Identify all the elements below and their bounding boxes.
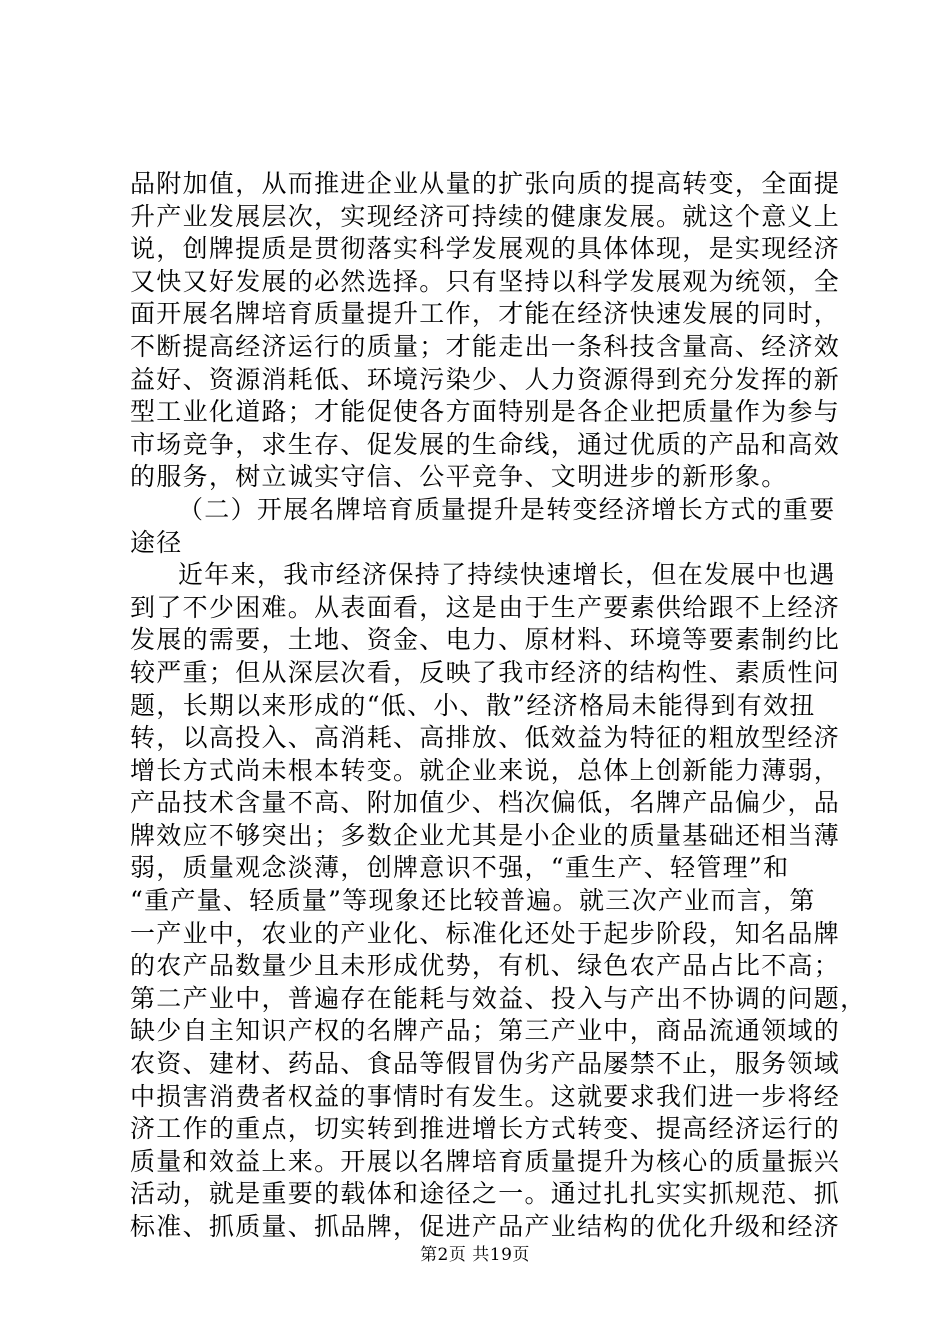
- text-line: 一产业中，农业的产业化、标准化还处于起步阶段，知名品牌: [130, 918, 841, 948]
- text-line: 中损害消费者权益的事情时有发生。这就要求我们进一步将经: [130, 1081, 841, 1111]
- text-line: 不断提高经济运行的质量；才能走出一条科技含量高、经济效: [130, 331, 841, 361]
- text-line: 面开展名牌培育质量提升工作，才能在经济快速发展的同时，: [130, 299, 841, 329]
- text-line: 较严重；但从深层次看，反映了我市经济的结构性、素质性问: [130, 657, 841, 687]
- body-text: [130, 168, 867, 1244]
- text-line: 益好、资源消耗低、环境污染少、人力资源得到充分发挥的新: [130, 364, 841, 394]
- text-line: 增长方式尚未根本转变。就企业来说，总体上创新能力薄弱，: [130, 755, 841, 785]
- text-line: 升产业发展层次，实现经济可持续的健康发展。就这个意义上: [130, 201, 841, 231]
- text-line: 农资、建材、药品、食品等假冒伪劣产品屡禁不止，服务领域: [130, 1049, 841, 1079]
- text-line: 缺少自主知识产权的名牌产品；第三产业中，商品流通领域的: [130, 1016, 841, 1046]
- text-line: 品附加值，从而推进企业从量的扩张向质的提高转变，全面提: [130, 169, 841, 198]
- text-line: 济工作的重点，切实转到推进增长方式转变、提高经济运行的: [130, 1114, 841, 1144]
- text-line: （二）开展名牌培育质量提升是转变经济增长方式的重要: [178, 494, 836, 524]
- text-line: 型工业化道路；才能促使各方面特别是各企业把质量作为参与: [130, 397, 841, 427]
- text-line: 途径: [130, 527, 183, 557]
- text-line: 转，以高投入、高消耗、高排放、低效益为特征的粗放型经济: [130, 723, 841, 753]
- text-line: 标准、抓质量、抓品牌，促进产品产业结构的优化升级和经济: [130, 1212, 841, 1241]
- text-line: 近年来，我市经济保持了持续快速增长，但在发展中也遇: [178, 560, 836, 590]
- text-line: 活动，就是重要的载体和途径之一。通过扎扎实实抓规范、抓: [130, 1179, 841, 1209]
- text-line: 到了不少困难。从表面看，这是由于生产要素供给跟不上经济: [130, 592, 841, 622]
- text-line: 弱，质量观念淡薄，创牌意识不强，“重生产、轻管理”和: [130, 853, 790, 883]
- text-line: 说，创牌提质是贯彻落实科学发展观的具体体现，是实现经济: [130, 234, 841, 264]
- text-line: 第二产业中，普遍存在能耗与效益、投入与产出不协调的问题，: [130, 983, 867, 1013]
- text-line: 的农产品数量少且未形成优势，有机、绿色农产品占比不高；: [130, 951, 841, 981]
- text-line: 题，长期以来形成的“低、小、散”经济格局未能得到有效扭: [130, 690, 816, 720]
- text-line: 又快又好发展的必然选择。只有坚持以科学发展观为统领，全: [130, 266, 841, 296]
- text-line: “重产量、轻质量”等现象还比较普遍。就三次产业而言，第: [130, 886, 816, 916]
- text-line: 产品技术含量不高、附加值少、档次偏低，名牌产品偏少，品: [130, 788, 841, 818]
- text-line: 质量和效益上来。开展以名牌培育质量提升为核心的质量振兴: [130, 1146, 841, 1176]
- page-number-footer: 第2页 共19页: [420, 1245, 530, 1265]
- text-line: 发展的需要，土地、资金、电力、原材料、环境等要素制约比: [130, 625, 841, 655]
- text-line: 市场竞争，求生存、促发展的生命线，通过优质的产品和高效: [130, 429, 841, 459]
- text-line: 的服务，树立诚实守信、公平竞争、文明进步的新形象。: [130, 462, 788, 492]
- text-line: 牌效应不够突出；多数企业尤其是小企业的质量基础还相当薄: [130, 820, 841, 850]
